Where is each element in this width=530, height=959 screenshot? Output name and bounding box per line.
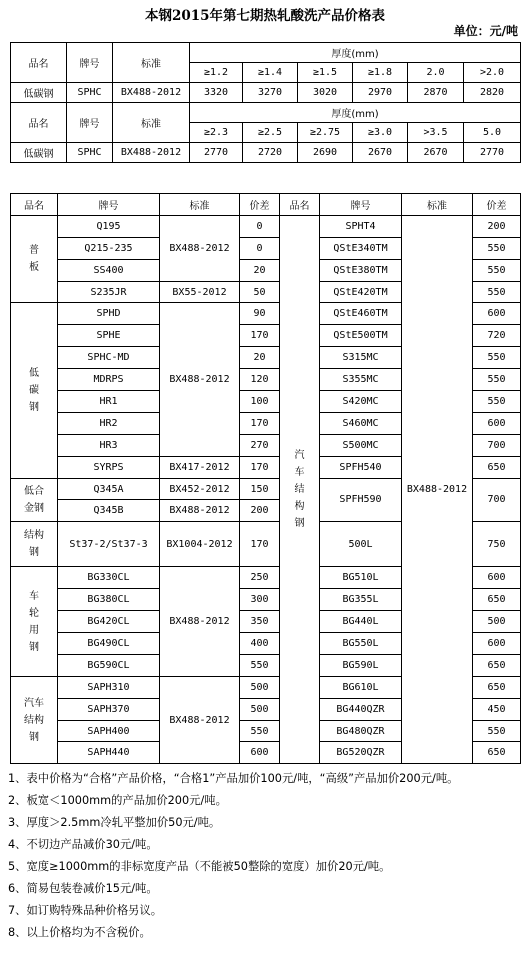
- difference-cell: 170: [240, 325, 280, 347]
- difference-cell: 100: [240, 391, 280, 413]
- price-cell: 3020: [298, 83, 353, 103]
- price-cell: 2670: [353, 143, 408, 163]
- thickness-col: 5.0: [464, 123, 521, 143]
- header-difference: 价差: [473, 194, 521, 216]
- grade-cell: S235JR: [58, 281, 160, 303]
- grade-cell: SPHC: [67, 83, 113, 103]
- difference-cell: 450: [473, 698, 521, 720]
- grade-cell: BG590L: [320, 654, 402, 676]
- standard-cell: BX488-2012: [113, 83, 190, 103]
- difference-cell: 650: [473, 742, 521, 764]
- difference-cell: 170: [240, 412, 280, 434]
- standard-cell: BX488-2012: [402, 215, 473, 763]
- difference-cell: 550: [473, 237, 521, 259]
- header-row: [11, 194, 521, 216]
- grade-cell: St37-2/St37-3: [58, 522, 160, 567]
- difference-cell: 400: [240, 633, 280, 655]
- group-cell: 结构钢: [11, 522, 58, 567]
- header-difference: 价差: [240, 194, 280, 216]
- difference-cell: 90: [240, 303, 280, 325]
- grade-cell: HR2: [58, 412, 160, 434]
- thickness-col: >3.5: [408, 123, 464, 143]
- group-cell: 汽车结构钢: [11, 676, 58, 764]
- difference-cell: 120: [240, 369, 280, 391]
- grade-cell: SPFH540: [320, 456, 402, 478]
- difference-cell: 720: [473, 325, 521, 347]
- price-cell: 2770: [464, 143, 521, 163]
- difference-cell: 550: [240, 654, 280, 676]
- grade-cell: BG490CL: [58, 633, 160, 655]
- header-product: 品名: [11, 103, 67, 143]
- header-grade: 牌号: [58, 194, 160, 216]
- difference-cell: 550: [473, 720, 521, 742]
- difference-cell: 20: [240, 347, 280, 369]
- header-product: 品名: [280, 194, 320, 216]
- standard-cell: BX55-2012: [160, 281, 240, 303]
- note-item: 5、宽度≥1000mm的非标宽度产品（不能被50整除的宽度）加价20元/吨。: [8, 860, 391, 873]
- difference-cell: 550: [473, 391, 521, 413]
- header-thickness: 厚度(mm): [190, 43, 521, 63]
- note-item: 8、以上价格均为不含税价。: [8, 926, 151, 939]
- difference-cell: 600: [240, 742, 280, 764]
- price-cell: 2720: [243, 143, 298, 163]
- header-standard: 标准: [113, 43, 190, 83]
- thickness-col: ≥2.5: [243, 123, 298, 143]
- grade-cell: SPHE: [58, 325, 160, 347]
- grade-cell: Q215-235: [58, 237, 160, 259]
- grade-cell: QStE500TM: [320, 325, 402, 347]
- difference-cell: 50: [240, 281, 280, 303]
- grade-cell: HR3: [58, 434, 160, 456]
- group-cell: 车轮用钢: [11, 567, 58, 676]
- difference-cell: 500: [473, 611, 521, 633]
- difference-cell: 300: [240, 589, 280, 611]
- difference-cell: 200: [473, 215, 521, 237]
- grade-difference-table: [10, 193, 521, 764]
- price-cell: 2670: [408, 143, 464, 163]
- difference-cell: 700: [473, 478, 521, 522]
- header-grade: 牌号: [320, 194, 402, 216]
- difference-cell: 500: [240, 676, 280, 698]
- grade-cell: BG440L: [320, 611, 402, 633]
- price-cell: 2820: [464, 83, 521, 103]
- note-item: 1、表中价格为“合格”产品价格，“合格1”产品加价100元/吨，“高级”产品加价200元/吨。: [8, 772, 459, 785]
- price-cell: 3270: [243, 83, 298, 103]
- header-standard: 标准: [113, 103, 190, 143]
- table-row: [11, 83, 521, 103]
- thickness-col: ≥3.0: [353, 123, 408, 143]
- difference-cell: 0: [240, 215, 280, 237]
- note-item: 2、板宽＜1000mm的产品加价200元/吨。: [8, 794, 227, 807]
- header-standard: 标准: [160, 194, 240, 216]
- difference-cell: 650: [473, 676, 521, 698]
- difference-cell: 600: [473, 567, 521, 589]
- standard-cell: BX452-2012: [160, 478, 240, 500]
- group-cell: 低合金钢: [11, 478, 58, 522]
- header-product: 品名: [11, 194, 58, 216]
- grade-cell: SAPH370: [58, 698, 160, 720]
- difference-cell: 650: [473, 654, 521, 676]
- thickness-col: ≥1.4: [243, 63, 298, 83]
- thickness-col: ≥2.75: [298, 123, 353, 143]
- grade-cell: SPFH590: [320, 478, 402, 522]
- difference-cell: 170: [240, 456, 280, 478]
- thickness-col: ≥1.5: [298, 63, 353, 83]
- grade-cell: Q195: [58, 215, 160, 237]
- standard-cell: BX488-2012: [160, 303, 240, 456]
- difference-cell: 550: [473, 281, 521, 303]
- difference-cell: 700: [473, 434, 521, 456]
- standard-cell: BX488-2012: [160, 676, 240, 764]
- standard-cell: BX417-2012: [160, 456, 240, 478]
- grade-cell: BG440QZR: [320, 698, 402, 720]
- difference-cell: 250: [240, 567, 280, 589]
- thickness-price-table: [10, 42, 521, 163]
- grade-cell: 500L: [320, 522, 402, 567]
- standard-cell: BX488-2012: [113, 143, 190, 163]
- note-item: 3、厚度＞2.5mm冷轧平整加价50元/吨。: [8, 816, 221, 829]
- thickness-col: ≥2.3: [190, 123, 243, 143]
- standard-cell: BX488-2012: [160, 215, 240, 281]
- grade-cell: BG520QZR: [320, 742, 402, 764]
- grade-cell: SAPH310: [58, 676, 160, 698]
- grade-cell: BG480QZR: [320, 720, 402, 742]
- grade-cell: Q345A: [58, 478, 160, 500]
- difference-cell: 200: [240, 500, 280, 522]
- product-cell: 低碳钢: [11, 143, 67, 163]
- note-item: 7、如订购特殊品种价格另议。: [8, 904, 163, 917]
- grade-cell: QStE420TM: [320, 281, 402, 303]
- standard-cell: BX488-2012: [160, 500, 240, 522]
- grade-cell: BG550L: [320, 633, 402, 655]
- difference-cell: 650: [473, 589, 521, 611]
- grade-cell: BG510L: [320, 567, 402, 589]
- unit-label: 单位：元/吨: [453, 24, 518, 38]
- thickness-col: >2.0: [464, 63, 521, 83]
- difference-cell: 0: [240, 237, 280, 259]
- thickness-col: ≥1.2: [190, 63, 243, 83]
- grade-cell: SAPH400: [58, 720, 160, 742]
- grade-cell: QStE460TM: [320, 303, 402, 325]
- grade-cell: SPHT4: [320, 215, 402, 237]
- thickness-col: ≥1.8: [353, 63, 408, 83]
- grade-cell: SPHC: [67, 143, 113, 163]
- grade-cell: S355MC: [320, 369, 402, 391]
- price-cell: 2690: [298, 143, 353, 163]
- grade-cell: Q345B: [58, 500, 160, 522]
- header-thickness: 厚度(mm): [190, 103, 521, 123]
- price-cell: 2970: [353, 83, 408, 103]
- grade-cell: BG330CL: [58, 567, 160, 589]
- grade-cell: BG590CL: [58, 654, 160, 676]
- difference-cell: 500: [240, 698, 280, 720]
- note-item: 6、简易包装卷减价15元/吨。: [8, 882, 158, 895]
- grade-cell: MDRPS: [58, 369, 160, 391]
- notes-list: [8, 768, 522, 944]
- difference-cell: 550: [473, 259, 521, 281]
- grade-cell: BG420CL: [58, 611, 160, 633]
- group-cell: 普板: [11, 215, 58, 303]
- price-cell: 2870: [408, 83, 464, 103]
- price-cell: 3320: [190, 83, 243, 103]
- difference-cell: 550: [473, 369, 521, 391]
- table-row: [11, 143, 521, 163]
- grade-cell: QStE340TM: [320, 237, 402, 259]
- grade-cell: BG610L: [320, 676, 402, 698]
- grade-cell: BG355L: [320, 589, 402, 611]
- standard-cell: BX1004-2012: [160, 522, 240, 567]
- header-product: 品名: [11, 43, 67, 83]
- difference-cell: 600: [473, 412, 521, 434]
- header-grade: 牌号: [67, 43, 113, 83]
- difference-cell: 350: [240, 611, 280, 633]
- grade-cell: S460MC: [320, 412, 402, 434]
- header-standard: 标准: [402, 194, 473, 216]
- difference-cell: 170: [240, 522, 280, 567]
- thickness-col: 2.0: [408, 63, 464, 83]
- difference-cell: 600: [473, 303, 521, 325]
- difference-cell: 600: [473, 633, 521, 655]
- difference-cell: 270: [240, 434, 280, 456]
- header-grade: 牌号: [67, 103, 113, 143]
- grade-cell: SPHC-MD: [58, 347, 160, 369]
- product-cell: 低碳钢: [11, 83, 67, 103]
- difference-cell: 550: [240, 720, 280, 742]
- difference-cell: 650: [473, 456, 521, 478]
- grade-cell: SAPH440: [58, 742, 160, 764]
- difference-cell: 20: [240, 259, 280, 281]
- grade-cell: SYRPS: [58, 456, 160, 478]
- standard-cell: BX488-2012: [160, 567, 240, 676]
- group-cell: 低碳钢: [11, 303, 58, 478]
- grade-cell: SS400: [58, 259, 160, 281]
- price-cell: 2770: [190, 143, 243, 163]
- grade-cell: SPHD: [58, 303, 160, 325]
- page-title: 本钢2015年第七期热轧酸洗产品价格表: [144, 8, 386, 24]
- difference-cell: 150: [240, 478, 280, 500]
- grade-cell: S420MC: [320, 391, 402, 413]
- grade-cell: QStE380TM: [320, 259, 402, 281]
- difference-cell: 750: [473, 522, 521, 567]
- note-item: 4、不切边产品减价30元/吨。: [8, 838, 158, 851]
- grade-cell: BG380CL: [58, 589, 160, 611]
- grade-cell: S315MC: [320, 347, 402, 369]
- grade-cell: S500MC: [320, 434, 402, 456]
- grade-cell: HR1: [58, 391, 160, 413]
- group-cell: 汽车结构钢: [280, 215, 320, 763]
- difference-cell: 550: [473, 347, 521, 369]
